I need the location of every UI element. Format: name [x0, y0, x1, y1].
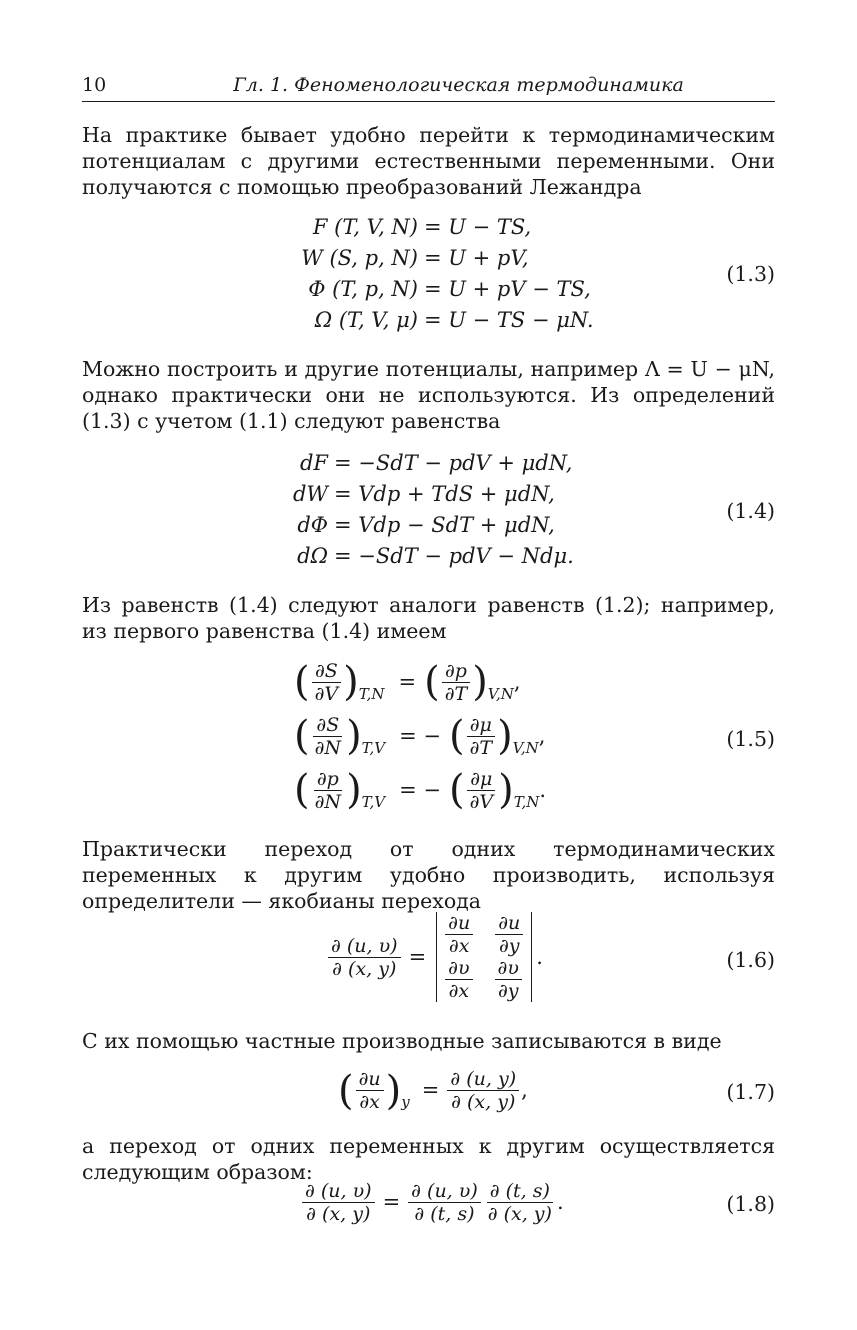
- paragraph-3: Из равенств (1.4) следуют аналоги равенств (1.2); например, из первого равенства (1.4) имеем: [82, 593, 775, 643]
- eq15-r3-lsub: T,V: [361, 793, 386, 811]
- eq14-lhs-1: dF: [299, 451, 328, 475]
- eq15-row-3: ( $\frac{\partial p}{\partial N}$ ) T,V = − ( $\frac{\partial\mu}{\partial V}$ ) T,N .: [294, 763, 546, 817]
- eq15-r2-rsub: V,N: [512, 739, 539, 757]
- eq15-r3-rsub: T,N: [513, 793, 540, 811]
- eq18-r2-num: ∂ (t, s): [487, 1180, 553, 1203]
- eq15-r1-lsub: T,N: [358, 685, 385, 703]
- eq15-r2-lden: ∂N: [314, 736, 342, 759]
- eq18-r1-den: ∂ (t, s): [414, 1203, 475, 1225]
- eq18-lhs-num: ∂ (u, υ): [302, 1180, 375, 1203]
- eq15-r2-lnum: ∂S: [313, 714, 342, 737]
- eq13-lhs-4: Ω (T, V, μ): [314, 308, 418, 332]
- eq16-sign: =: [408, 944, 427, 969]
- eq14-number: (1.4): [726, 499, 775, 523]
- eq15-r3-lnum: ∂p: [314, 768, 342, 791]
- paragraph-2: Можно построить и другие потенциалы, например Λ = U − μN, однако практически они не используются. Из определений (1.3) с учетом (1.1) следуют равенства: [82, 357, 775, 433]
- eq15-r1-sign: =: [398, 670, 417, 694]
- eq16-m21-den: ∂x: [448, 980, 470, 1002]
- eq14-rhs-2: = Vdp + TdS + μdN,: [334, 482, 555, 506]
- eq16-m22-den: ∂y: [497, 980, 519, 1002]
- eq18-end: .: [556, 1190, 564, 1214]
- eq15-r3-rden: ∂V: [469, 790, 494, 813]
- eq15-r1-end: ,: [513, 670, 521, 694]
- eq17-lhs-den: ∂x: [359, 1091, 380, 1113]
- eq15-r2-lsub: T,V: [361, 739, 386, 757]
- equation-1-8: [82, 1180, 775, 1236]
- eq14-rhs-1: = −SdT − pdV + μdN,: [334, 451, 573, 475]
- eq14-lhs-2: dW: [292, 482, 328, 506]
- eq18-number: (1.8): [726, 1192, 775, 1216]
- eq15-r2-end: ,: [538, 724, 546, 748]
- paragraph-6: а переход от одних переменных к другим осуществляется следующим образом:: [82, 1134, 775, 1184]
- eq16-m21-num: ∂υ: [445, 957, 472, 980]
- page-header: [82, 74, 775, 100]
- eq16-m12-den: ∂y: [498, 935, 520, 957]
- eq18-sign: =: [382, 1190, 401, 1214]
- equation-1-7: ( $\frac{\partial u}{\partial x}$ ) y = $\frac{\partial (u, y)}{\partial (x, y)}$ , (1.7): [82, 1068, 775, 1126]
- eq15-r1-rden: ∂T: [444, 682, 468, 705]
- eq17-rhs-den: ∂ (x, y): [451, 1091, 516, 1113]
- eq17-number: (1.7): [726, 1080, 775, 1104]
- eq17-end: ,: [521, 1078, 528, 1102]
- eq16-m11-den: ∂x: [448, 935, 470, 957]
- eq18-r2-den: ∂ (x, y): [487, 1203, 552, 1225]
- eq15-r2-rden: ∂T: [469, 736, 493, 759]
- eq13-rhs-4: = U − TS − μN.: [424, 308, 594, 332]
- page-number: 10: [82, 74, 107, 96]
- eq16-lhs-num: ∂ (u, υ): [328, 935, 401, 958]
- eq14-lhs-3: dΦ: [297, 513, 328, 537]
- paragraph-5: С их помощью частные производные записываются в виде: [82, 1029, 722, 1053]
- eq14-lhs-4: dΩ: [297, 544, 328, 568]
- eq16-m12-num: ∂u: [495, 912, 523, 935]
- eq18-lhs-den: ∂ (x, y): [306, 1203, 371, 1225]
- eq13-rhs-3: = U + pV − TS,: [424, 277, 591, 301]
- eq13-lhs-1: F (T, V, N): [312, 215, 418, 239]
- eq13-rhs-1: = U − TS,: [424, 215, 532, 239]
- equation-1-5: [82, 655, 775, 827]
- eq16-m22-num: ∂υ: [495, 957, 522, 980]
- eq15-r3-end: .: [539, 778, 547, 802]
- eq15-row-1: ( $\frac{\partial S}{\partial V}$ ) T,N = ( $\frac{\partial p}{\partial T}$ ) V,N ,: [294, 655, 546, 709]
- eq16-lhs-den: ∂ (x, y): [332, 957, 397, 980]
- eq15-r3-rnum: ∂μ: [467, 768, 495, 791]
- eq15-r1-rnum: ∂p: [442, 660, 470, 683]
- eq15-r2-sign: = −: [399, 724, 441, 748]
- equation-1-4: [82, 448, 775, 576]
- eq15-row-2: ( $\frac{\partial S}{\partial N}$ ) T,V = − ( $\frac{\partial\mu}{\partial T}$ ) V,N ,: [294, 709, 546, 763]
- running-title: Гл. 1. Феноменологическая термодинамика: [233, 74, 684, 96]
- paragraph-4: Практически переход от одних термодинамических переменных к другим удобно производить, используя определители — якобианы перехода: [82, 837, 775, 913]
- equation-1-6: [82, 910, 775, 1015]
- eq15-r2-rnum: ∂μ: [467, 714, 495, 737]
- eq13-lhs-2: W (S, p, N): [301, 246, 418, 270]
- paragraph-1: На практике бывает удобно перейти к термодинамическим потенциалам с другими естественными переменными. Они получаются с помощью преобразований Лежандра: [82, 123, 775, 199]
- eq16-determinant: [436, 912, 532, 1002]
- eq16-m11-num: ∂u: [445, 912, 473, 935]
- eq16-end: .: [536, 944, 543, 969]
- eq13-number: (1.3): [726, 262, 775, 286]
- eq15-r1-rsub: V,N: [487, 685, 514, 703]
- eq15-r3-lden: ∂N: [314, 790, 342, 813]
- eq16-number: (1.6): [726, 948, 775, 972]
- eq15-r3-sign: = −: [399, 778, 441, 802]
- eq15-r1-lnum: ∂S: [312, 660, 341, 683]
- header-rule: [82, 101, 775, 102]
- eq18-r1-num: ∂ (u, υ): [408, 1180, 481, 1203]
- eq13-lhs-3: Φ (T, p, N): [308, 277, 418, 301]
- eq17-lhs-sub: y: [401, 1093, 410, 1111]
- eq15-number: (1.5): [726, 727, 775, 751]
- eq14-rhs-3: = Vdp − SdT + μdN,: [334, 513, 555, 537]
- eq17-lhs-num: ∂u: [356, 1068, 384, 1091]
- eq14-rhs-4: = −SdT − pdV − Ndμ.: [334, 544, 574, 568]
- eq15-r1-lden: ∂V: [314, 682, 339, 705]
- eq17-rhs-num: ∂ (u, y): [447, 1068, 519, 1091]
- eq13-rhs-2: = U + pV,: [424, 246, 529, 270]
- equation-1-3: [82, 212, 775, 340]
- eq17-sign: =: [421, 1078, 440, 1102]
